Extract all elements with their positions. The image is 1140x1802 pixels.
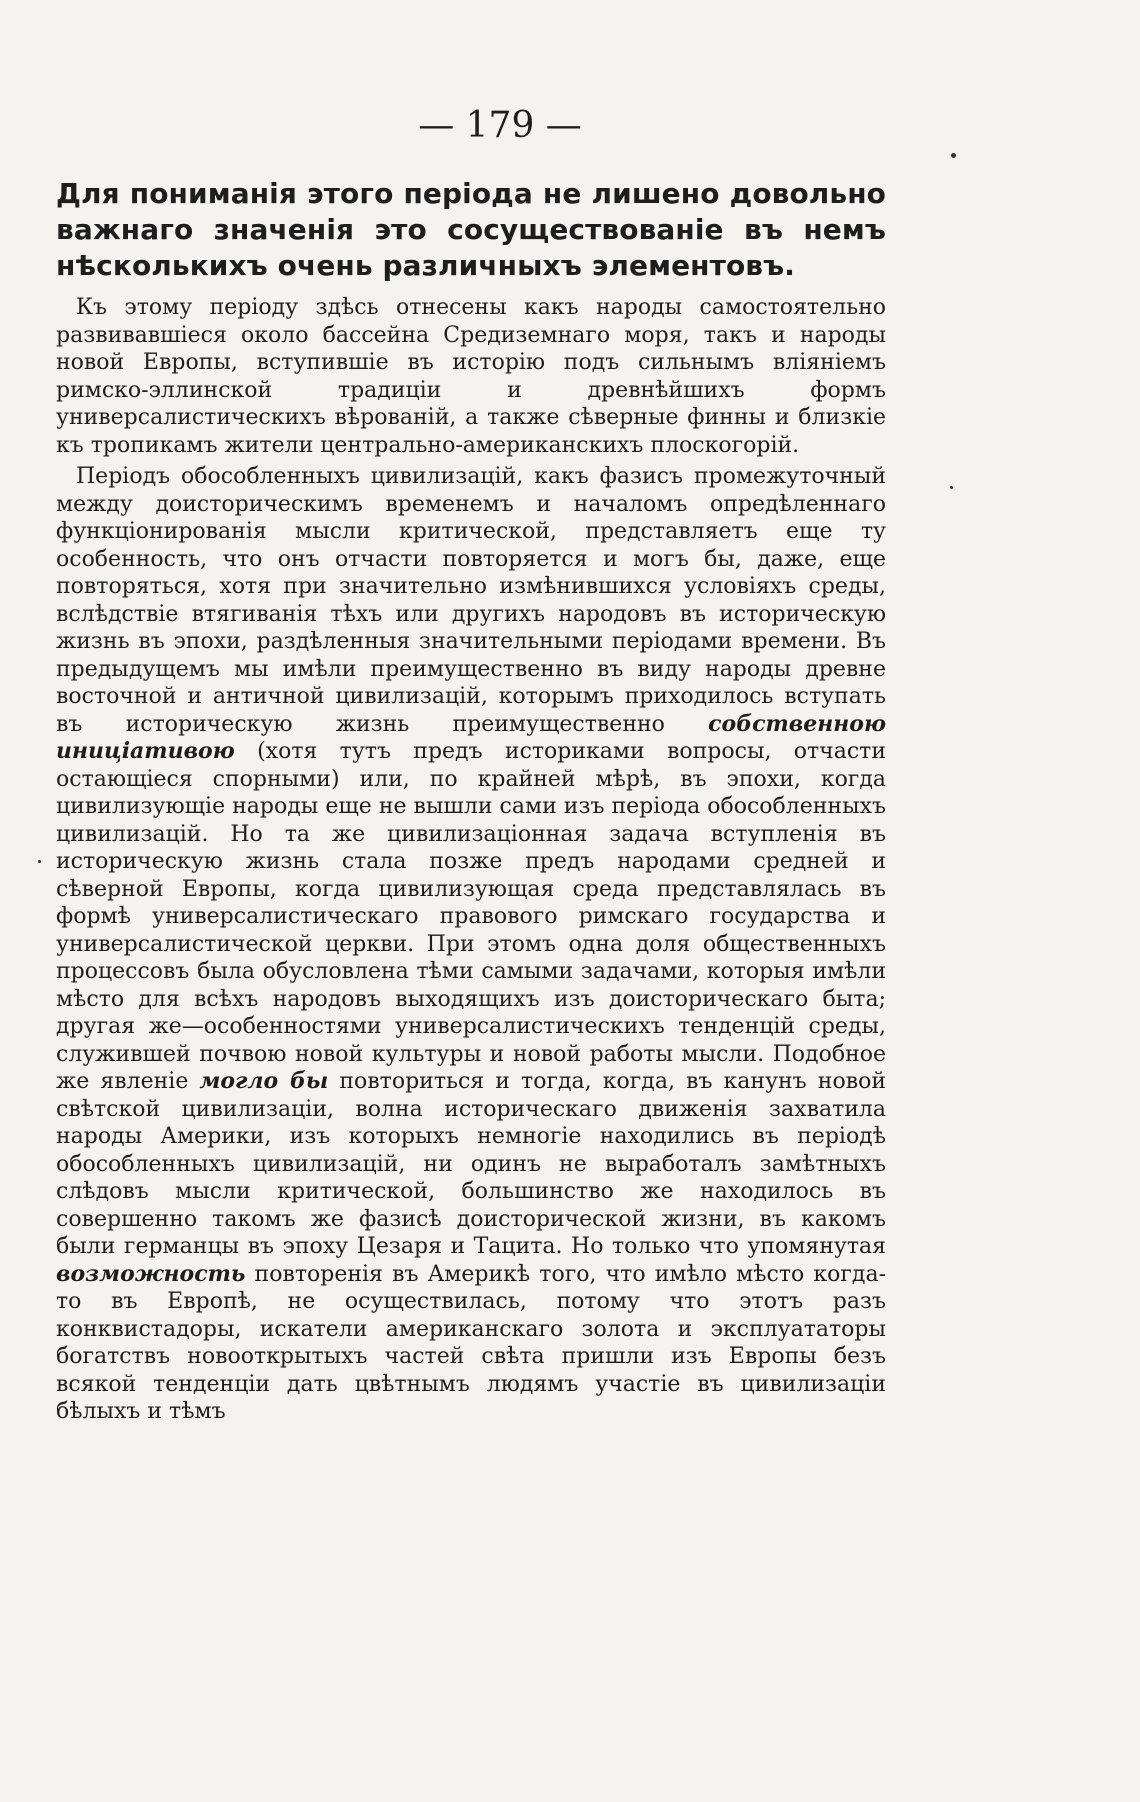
scan-speck <box>38 860 41 863</box>
paragraph-2-text-d: повторенія въ Америкѣ того, что имѣло мѣсто когда-то въ Европѣ, не осуществилась, потому что этотъ разъ конквистадоры, искатели американскаго золота и эксплуататоры богатствъ новооткрытыхъ частей свѣта пришли изъ Европы безъ всякой тенденціи дать цвѣтнымъ людямъ участіе въ цивилизаціи бѣлыхъ и тѣмъ <box>56 1261 887 1424</box>
scan-speck <box>951 153 956 158</box>
emphasis-possibility: возможность <box>56 1260 246 1287</box>
section-heading: Для пониманія этого періода не лишено довольно важнаго значенія это сосуществованіе въ немъ нѣсколькихъ очень различныхъ элементовъ. <box>56 177 886 282</box>
paragraph-2-text-a: Періодъ обособленныхъ цивилизацій, какъ фазисъ промежуточный между доисторическимъ временемъ и началомъ опредѣленнаго функціонированія мысли критической, представляетъ еще ту особенность, что онъ отчасти повторяется и могъ бы, даже, еще повторяться, хотя при значительно измѣнившихся условіяхъ среды, вслѣдствіе втягиванія тѣхъ или другихъ народовъ въ историческую жизнь въ эпохи, раздѣленныя значительными періодами времени. Въ предыдущемъ мы имѣли преимущественно въ виду народы древне восточной и античной цивилизацій, которымъ приходилось вступать въ историческую жизнь преимущественно <box>56 464 886 737</box>
scan-speck <box>950 486 953 489</box>
paragraph-1: Къ этому періоду здѣсь отнесены какъ народы самостоятельно развивавшіеся около бассейна Средиземнаго моря, такъ и народы новой Европы, вступившіе въ исторію подъ сильнымъ вліяніемъ римско-эллинской традиціи и древнѣйшихъ формъ универсалистическихъ вѣрованій, а также сѣверные финны и близкіе къ тропикамъ жители центрально-американскихъ плоскогорій. <box>56 295 886 458</box>
paragraph-2-text-c: повториться и тогда, когда, въ канунъ новой свѣтской цивилизаціи, волна историческаго движенія захватила народы Америки, изъ которыхъ немногіе находились въ періодѣ обособленныхъ цивилизацій, ни одинъ не выработалъ замѣтныхъ слѣдовъ мысли критической, большинство же находилось въ совершенно такомъ же фазисѣ доисторической жизни, въ какомъ были германцы въ эпоху Цезаря и Тацита. Но только что упомянутая <box>56 1069 886 1259</box>
body-text <box>56 294 886 1426</box>
emphasis-own-initiative: собственною иниціативою <box>56 710 886 764</box>
emphasis-could: могло бы <box>199 1068 329 1094</box>
paragraph-2 <box>56 463 886 1426</box>
page-number: — 179 — <box>418 105 582 146</box>
paragraph-2-text-b: (хотя тутъ предъ историками вопросы, отчасти остающіеся спорными) или, по крайней мѣрѣ, въ эпохи, когда цивилизующіе народы еще не вышли сами изъ періода обособленныхъ цивилизацій. Но та же цивилизаціонная задача вступленія въ историческую жизнь стала позже предъ народами средней и сѣверной Европы, когда цивилизующая среда представлялась въ формѣ универсалистическаго правового римскаго государства и универсалистической церкви. При этомъ одна доля общественныхъ процессовъ была обусловлена тѣми самыми задачами, которыя имѣли мѣсто для всѣхъ народовъ выходящихъ изъ доисторическаго быта; другая же—особенностями универсалистическихъ тенденцій среды, служившей почвою новой культуры и новой работы мысли. Подобное же явленіе <box>56 739 887 1094</box>
